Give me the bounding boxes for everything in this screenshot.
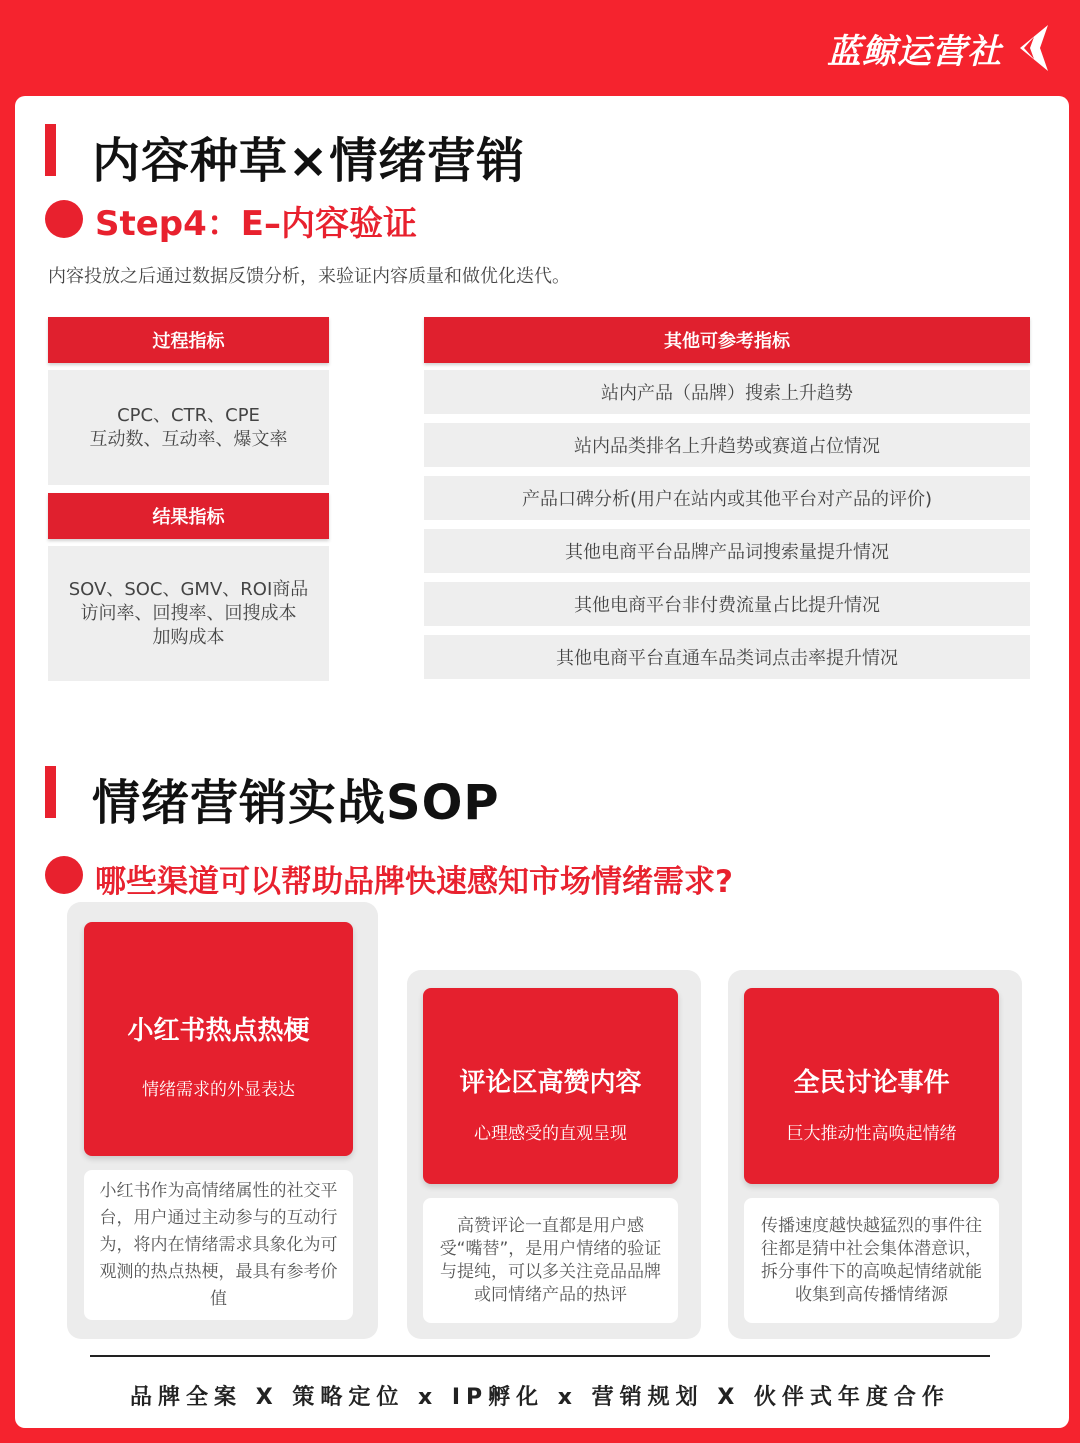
channel-card-body: 高赞评论一直都是用户感受“嘴替”，是用户情绪的验证与提纯，可以多关注竞品品牌或同情绪产品的热评 bbox=[423, 1198, 678, 1323]
channel-card-xiaohongshu bbox=[84, 922, 353, 1156]
section1-title: 内容种草×情绪营销 bbox=[92, 133, 526, 189]
section2-question: 哪些渠道可以帮助品牌快速感知市场情绪需求? bbox=[95, 864, 733, 900]
bullet-dot bbox=[45, 856, 83, 894]
other-metric-row: 其他电商平台直通车品类词点击率提升情况 bbox=[424, 635, 1030, 679]
channel-card-title: 评论区高赞内容 bbox=[459, 1068, 642, 1098]
result-metrics-box bbox=[48, 546, 329, 681]
whale-chevron-icon bbox=[1010, 23, 1052, 73]
channel-card-body: 小红书作为高情绪属性的社交平台，用户通过主动参与的互动行为，将内在情绪需求具象化为可观测的热点热梗，最具有参考价值 bbox=[84, 1170, 353, 1320]
footer-divider bbox=[90, 1355, 990, 1357]
section-bar bbox=[45, 766, 56, 818]
channel-card-subtitle: 巨大推动性高唤起情绪 bbox=[786, 1124, 957, 1144]
process-metrics-line: 互动数、互动率、爆文率 bbox=[89, 428, 288, 450]
other-metric-row: 产品口碑分析(用户在站内或其他平台对产品的评价) bbox=[424, 476, 1030, 520]
other-metric-row: 站内品类排名上升趋势或赛道占位情况 bbox=[424, 423, 1030, 467]
result-metrics-line: 加购成本 bbox=[152, 626, 225, 648]
process-metrics-header: 过程指标 bbox=[48, 317, 329, 363]
channel-card-title: 小红书热点热梗 bbox=[127, 1016, 310, 1046]
step-title: Step4：E–内容验证 bbox=[95, 204, 418, 244]
brand-header bbox=[827, 22, 1052, 74]
bullet-dot bbox=[45, 200, 83, 238]
brand-name: 蓝鲸运营社 bbox=[827, 31, 1002, 72]
channel-card-comments bbox=[423, 988, 678, 1184]
footer-tagline: 品牌全案 X 策略定位 x IP孵化 x 营销规划 X 伙伴式年度合作 bbox=[130, 1385, 950, 1410]
process-metrics-line: CPC、CTR、CPE bbox=[117, 404, 260, 426]
channel-card-subtitle: 情绪需求的外显表达 bbox=[142, 1080, 295, 1100]
section-bar bbox=[45, 124, 56, 176]
other-metric-row: 站内产品（品牌）搜索上升趋势 bbox=[424, 370, 1030, 414]
result-metrics-line: SOV、SOC、GMV、ROI商品 bbox=[68, 578, 309, 600]
result-metrics-header: 结果指标 bbox=[48, 493, 329, 539]
section2-title: 情绪营销实战SOP bbox=[92, 775, 500, 831]
channel-card-body: 传播速度越快越猛烈的事件往往都是猜中社会集体潜意识，拆分事件下的高唤起情绪就能收集到高传播情绪源 bbox=[744, 1198, 999, 1323]
channel-card-subtitle: 心理感受的直观呈现 bbox=[474, 1124, 627, 1144]
other-metrics-header: 其他可参考指标 bbox=[424, 317, 1030, 363]
process-metrics-box bbox=[48, 370, 329, 485]
channel-card-title: 全民讨论事件 bbox=[793, 1068, 950, 1098]
section1-description: 内容投放之后通过数据反馈分析，来验证内容质量和做优化迭代。 bbox=[48, 266, 570, 287]
other-metric-row: 其他电商平台非付费流量占比提升情况 bbox=[424, 582, 1030, 626]
result-metrics-line: 访问率、回搜率、回搜成本 bbox=[80, 602, 297, 624]
other-metric-row: 其他电商平台品牌产品词搜索量提升情况 bbox=[424, 529, 1030, 573]
channel-card-events bbox=[744, 988, 999, 1184]
